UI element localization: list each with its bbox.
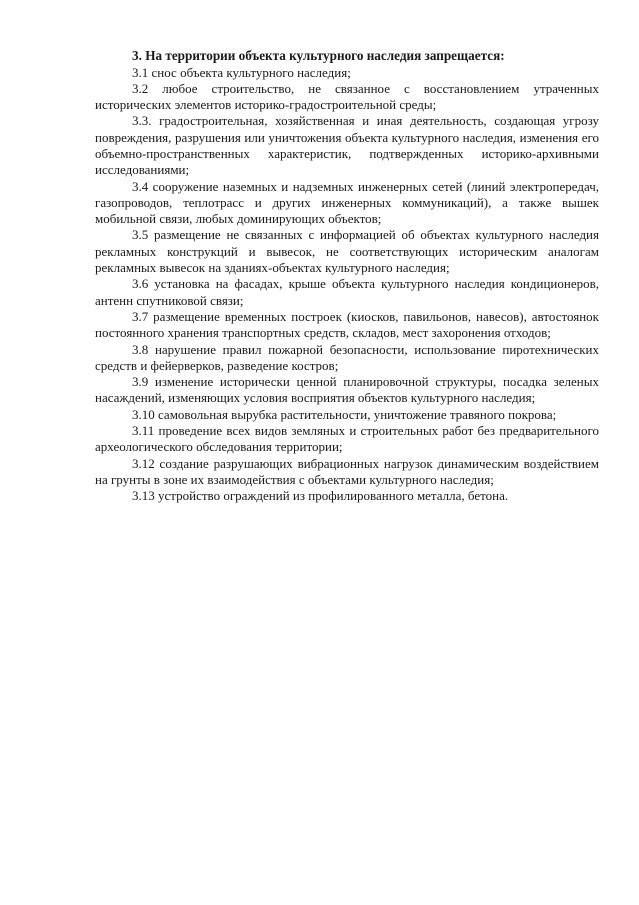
prohibition-item-3-11: 3.11 проведение всех видов земляных и строительных работ без предварительного археологического обследования территории;: [95, 423, 599, 455]
prohibition-item-3-4: 3.4 сооружение наземных и надземных инженерных сетей (линий электропередач, газопроводов, теплотрасс и других инженерных коммуникаций), а также вышек мобильной связи, любых доминирующих объектов;: [95, 178, 599, 227]
prohibition-item-3-8: 3.8 нарушение правил пожарной безопасности, использование пиротехнических средств и фейерверков, разведение костров;: [95, 341, 599, 373]
prohibition-item-3-6: 3.6 установка на фасадах, крыше объекта культурного наследия кондиционеров, антенн спутниковой связи;: [95, 276, 599, 308]
prohibition-item-3-7: 3.7 размещение временных построек (киосков, павильонов, навесов), автостоянок постоянного хранения транспортных средств, складов, мест захоронения отходов;: [95, 308, 599, 341]
prohibition-item-3-13: 3.13 устройство ограждений из профилированного металла, бетона.: [132, 488, 509, 504]
section-heading: 3. На территории объекта культурного наследия запрещается:: [132, 48, 505, 63]
prohibition-item-3-5: 3.5 размещение не связанных с информацией об объектах культурного наследия рекламных конструкций и вывесок, не соответствующих историческим аналогам рекламных вывесок на зданиях-объектах культурного наследия;: [95, 227, 599, 276]
document-page: [95, 48, 599, 505]
prohibition-item-3-2: 3.2 любое строительство, не связанное с восстановлением утраченных исторических элементов историко-градостроительной среды;: [95, 80, 599, 113]
prohibition-item-3-12: 3.12 создание разрушающих вибрационных нагрузок динамическим воздействием на грунты в зоне их взаимодействия с объектами культурного наследия;: [95, 455, 599, 487]
prohibition-item-3-9: 3.9 изменение исторически ценной планировочной структуры, посадка зеленых насаждений, изменяющих условия восприятия объектов культурного наследия;: [95, 374, 599, 406]
prohibition-item-3-3: 3.3. градостроительная, хозяйственная и иная деятельность, создающая угрозу повреждения, разрушения или уничтожения объекта культурного наследия, изменения его объемно-пространственных характеристик, подтвержденных историко-архивными исследованиями;: [95, 113, 599, 178]
prohibition-item-3-10: 3.10 самовольная вырубка растительности, уничтожение травяного покрова;: [132, 406, 557, 422]
prohibition-item-3-1: 3.1 снос объекта культурного наследия;: [132, 64, 351, 80]
